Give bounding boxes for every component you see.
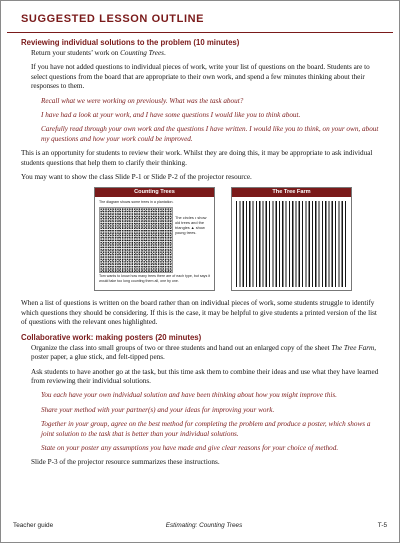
paragraph (21, 344, 383, 363)
slide-title: Counting Trees (95, 188, 214, 197)
footer-center-title: Counting Trees (199, 522, 243, 529)
paragraph: Ask students to have another go at the task, but this time ask them to combine their ideas and use what they have learned from reviewing their individual solutions. (31, 367, 379, 385)
section-heading-collaborative: Collaborative work: making posters (20 minutes) (21, 332, 202, 342)
section-heading-review: Reviewing individual solutions to the problem (10 minutes) (21, 38, 240, 47)
footer-center-prefix: Estimating: (165, 522, 200, 529)
page-footer (9, 521, 391, 533)
tree-farm-image (236, 201, 347, 287)
intro-suffix: . (163, 49, 166, 57)
sheet-title: The Tree Farm (331, 343, 375, 352)
page-title: SUGGESTED LESSON OUTLINE (21, 13, 205, 25)
paragraph: If you have not added questions to individual pieces of work, write your list of questions on the board. Students are to select questions from the board that are appropriate to their own work, and spend a few minutes thinking about their responses to them. (31, 63, 370, 91)
quote: Recall what we were working on previously. What was the task about? (41, 96, 244, 105)
quote: I have had a look at your work, and I have some questions I would like you to think about. (41, 111, 301, 120)
slide-bottom-text: Tom wants to know how many trees there are of each type, but says it would take too long counting them all, one by one. (99, 274, 211, 283)
quote: Together in your group, agree on the best method for completing the problem and produce a poster, which shows a joint solution to the task that is better than your individual solutions. (41, 420, 371, 438)
tree-plantation-image (99, 207, 173, 273)
quote: State on your poster any assumptions you have made and give clear reasons for your choice of method. (41, 443, 339, 452)
paragraph: When a list of questions is written on the board rather than on individual pieces of work, some students struggle to identify which questions they should be considering. If this is the case, it may be helpful to give students a printed version of the list of questions with the relevant ones highlighted. (21, 299, 377, 327)
page-header (7, 7, 393, 33)
quote: You each have your own individual solution and have been thinking about how you might improve this. (41, 391, 337, 400)
quote: Carefully read through your own work and the questions I have written. I would like you to think, on your own, about my questions and how your work could be improved. (41, 125, 379, 143)
main-content (21, 38, 383, 473)
intro-prefix: Return your students’ work on (31, 49, 121, 57)
footer-center (139, 521, 269, 530)
footer-left: Teacher guide (13, 522, 54, 529)
slide-tree-farm (231, 187, 352, 291)
slide-title: The Tree Farm (232, 188, 351, 197)
slide-thumbnails (21, 187, 383, 291)
page-number: T-5 (377, 522, 387, 529)
quote: Share your method with your partner(s) and your ideas for improving your work. (41, 405, 275, 414)
paragraph-suffix: , poster paper, a glue stick, and felt-tipped pens. (31, 343, 376, 362)
paragraph: Slide P-3 of the projector resource summarizes these instructions. (31, 458, 220, 467)
slide-counting-trees (94, 187, 215, 291)
intro-paragraph (21, 49, 383, 58)
paragraph-prefix: Organize the class into small groups of two or three students and hand out an enlarged copy of the sheet (31, 343, 332, 352)
slide-top-text: The diagram shows some trees in a plantation. (99, 200, 174, 205)
intro-title: Counting Trees (120, 49, 164, 57)
slide-legend-text: The circles • show old trees and the triangles ▲ show young trees. (175, 215, 207, 235)
paragraph: This is an opportunity for students to review their work. Whilst they are doing this, it may be appropriate to ask individual students questions that help them to clarify their thinking. (21, 149, 373, 167)
paragraph: You may want to show the class Slide P-1 or Slide P-2 of the projector resource. (21, 173, 252, 182)
